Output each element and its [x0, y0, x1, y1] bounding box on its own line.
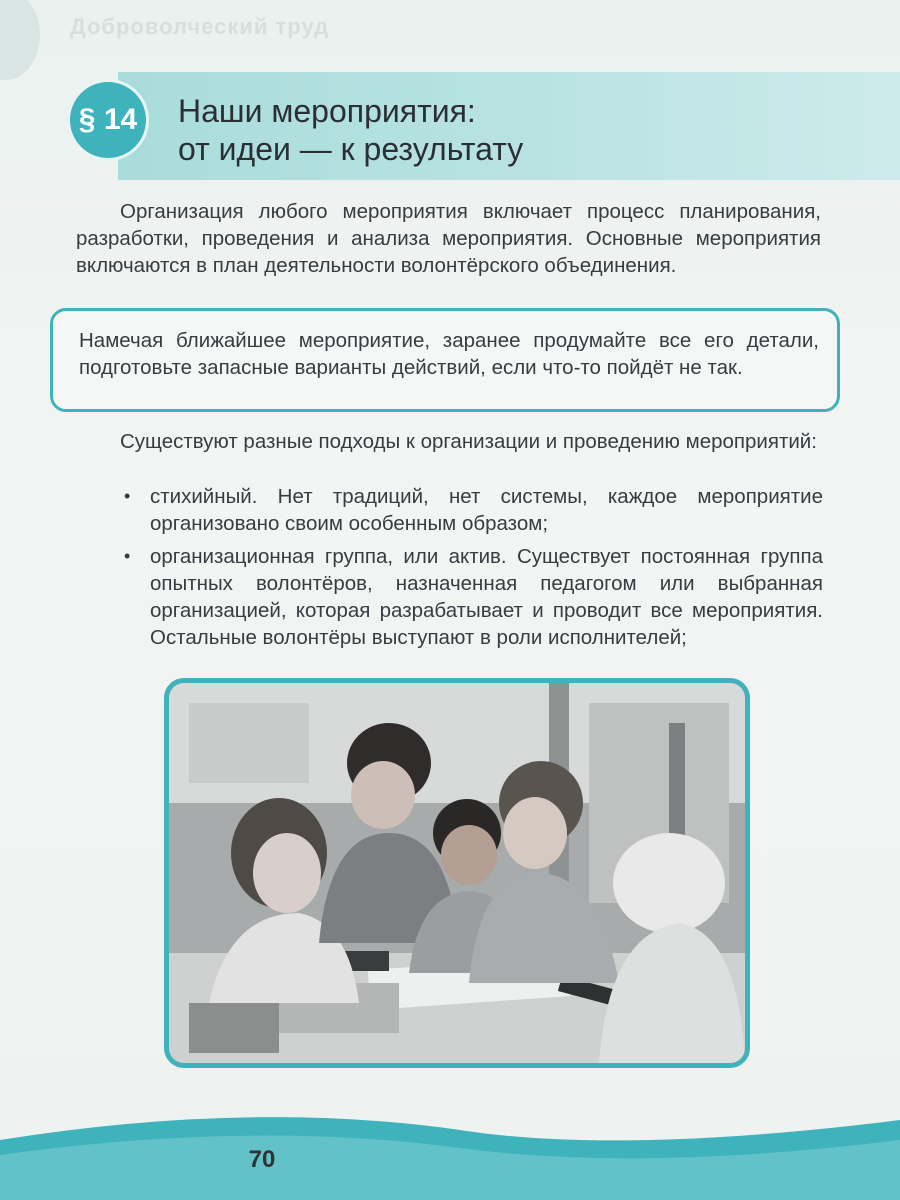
intro-paragraph: Организация любого мероприятия включает процесс планирования, разработки, проведения и анализа мероприятия. Основные мероприятия включаются в план деятельности волонтёрского объединения.: [76, 200, 821, 277]
page-title: [178, 92, 878, 168]
approaches-list: [118, 483, 823, 657]
title-line-1: Наши мероприятия:: [178, 93, 476, 129]
bullet-icon: •: [124, 546, 131, 566]
list-item: [118, 543, 823, 651]
bullet-icon: •: [124, 486, 131, 506]
list-item-text: стихийный. Нет традиций, нет системы, каждое мероприятие организовано своим особенным образом;: [150, 485, 823, 535]
page-number: 70: [248, 1146, 276, 1173]
tip-callout: [50, 308, 840, 412]
running-head: Доброволческий труд: [70, 14, 330, 39]
title-line-2: от идеи — к результату: [178, 131, 524, 167]
children-photo: [164, 678, 750, 1068]
approaches-intro: Существуют разные подходы к организации и проведению мероприятий:: [120, 430, 817, 453]
list-item: [118, 483, 823, 537]
paragraph-badge: § 14: [70, 82, 146, 158]
tip-text: Намечая ближайшее мероприятие, заранее продумайте все его детали, подготовьте запасные варианты действий, если что-то пойдёт не так.: [79, 329, 819, 379]
list-item-text: организационная группа, или актив. Существует постоянная группа опытных волонтёров, назначенная педагогом или выбранная организацией, которая разрабатывает и проводит все мероприятия. Остальные волонтёры выступают в роли исполнителей;: [150, 545, 823, 649]
photo-illustration: [169, 683, 745, 1063]
footer-wave: [0, 1100, 900, 1200]
